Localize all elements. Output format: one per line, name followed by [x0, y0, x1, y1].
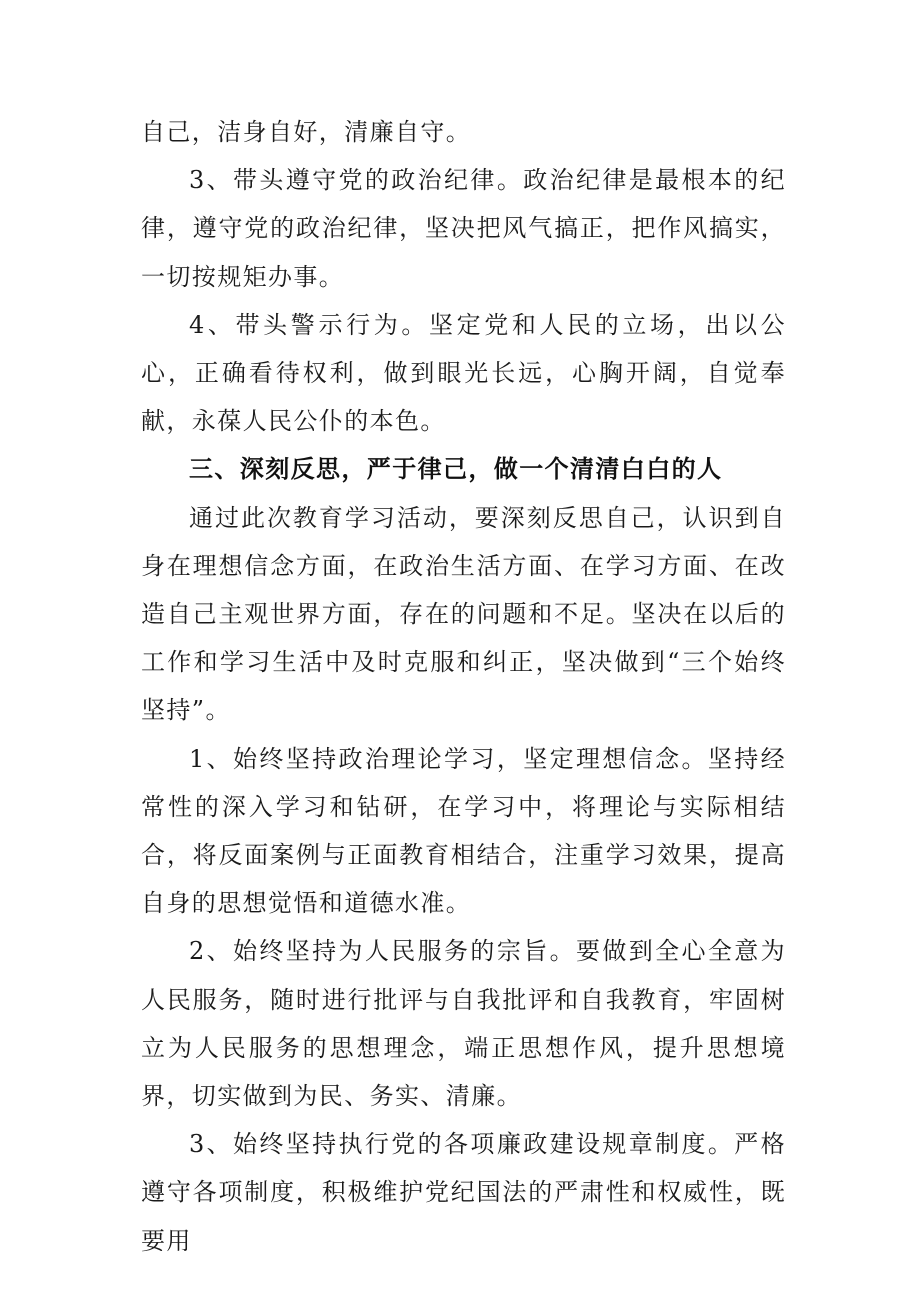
section-heading-three: 三、深刻反思，严于律己，做一个清清白白的人 — [189, 455, 723, 484]
paragraph-reflection-intro: 通过此次教育学习活动，要深刻反思自己，认识到自身在理想信念方面，在政治生活方面、在学习方面、在改造自己主观世界方面，存在的问题和不足。坚决在以后的工作和学习生活中及时克服和纠正，坚决做到“三个始终坚持”。 — [141, 503, 786, 725]
document-body — [141, 108, 786, 1265]
paragraph-item-1-theory-study: 1、始终坚持政治理论学习，坚定理想信念。坚持经常性的深入学习和钻研，在学习中，将理论与实际相结合，将反面案例与正面教育相结合，注重学习效果，提高自身的思想觉悟和道德水准。 — [141, 744, 786, 918]
paragraph-item-2-serve-people: 2、始终坚持为人民服务的宗旨。要做到全心全意为人民服务，随时进行批评与自我批评和自我教育，牢固树立为人民服务的思想理念，端正思想作风，提升思想境界，切实做到为民、务实、清廉。 — [141, 937, 786, 1111]
paragraph-item-4-warning-behavior: 4、带头警示行为。坚定党和人民的立场，出以公心，正确看待权利，做到眼光长远，心胸开阔，自觉奉献，永葆人民公仆的本色。 — [141, 310, 786, 436]
paragraph-item-3-political-discipline: 3、带头遵守党的政治纪律。政治纪律是最根本的纪律，遵守党的政治纪律，坚决把风气搞正，把作风搞实，一切按规矩办事。 — [141, 166, 786, 291]
paragraph-item-3-regulations: 3、始终坚持执行党的各项廉政建设规章制度。严格遵守各项制度，积极维护党纪国法的严肃性和权威性，既要用 — [141, 1130, 786, 1255]
paragraph-continuation: 自己，洁身自好，清廉自守。 — [141, 118, 472, 146]
